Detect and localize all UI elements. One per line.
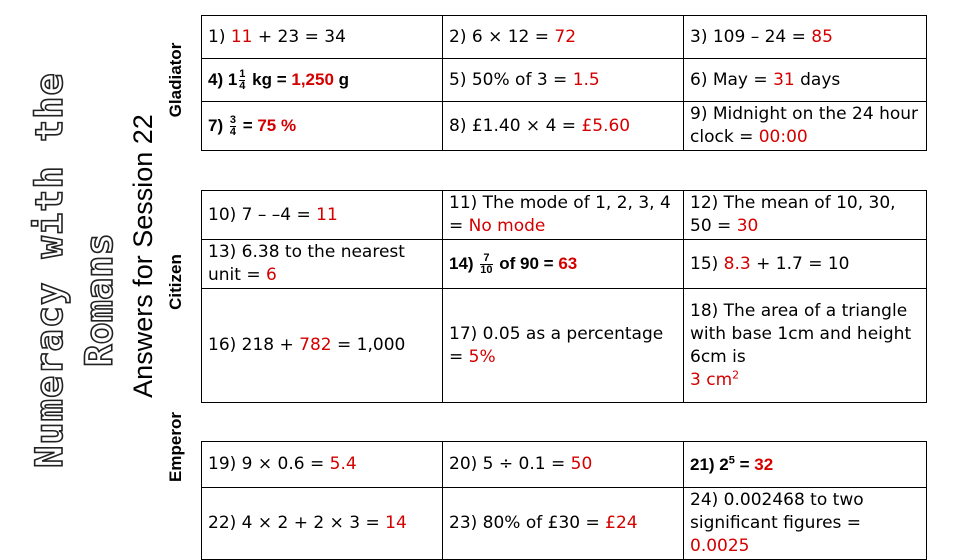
question-24: 24) 0.002468 to two significant figures = 0.0025 bbox=[684, 488, 927, 560]
question-23: 23) 80% of £30 = £24 bbox=[443, 488, 684, 560]
level-label-gladiator: Gladiator bbox=[166, 42, 185, 118]
question-4: 4) 1 $\frac{1}{4}$ kg = 1,250 g bbox=[202, 59, 443, 102]
question-1: 1) 11 + 23 = 34 bbox=[202, 16, 443, 59]
session-subtitle: Answers for Session 22 bbox=[128, 114, 158, 398]
level-label-citizen: Citizen bbox=[166, 254, 185, 310]
question-8: 8) £1.40 × 4 = £5.60 bbox=[443, 102, 684, 151]
question-20: 20) 5 ÷ 0.1 = 50 bbox=[443, 442, 684, 488]
question-3: 3) 109 – 24 = 85 bbox=[684, 16, 927, 59]
question-12: 12) The mean of 10, 30, 50 = 30 bbox=[684, 191, 927, 240]
citizen-table bbox=[201, 190, 927, 403]
fraction: $\frac{7}{10}$ bbox=[480, 252, 493, 276]
question-5: 5) 50% of 3 = 1.5 bbox=[443, 59, 684, 102]
question-2: 2) 6 × 12 = 72 bbox=[443, 16, 684, 59]
question-9: 9) Midnight on the 24 hour clock = 00:00 bbox=[684, 102, 927, 151]
question-6: 6) May = 31 days bbox=[684, 59, 927, 102]
question-16: 16) 218 + 782 = 1,000 bbox=[202, 289, 443, 403]
question-19: 19) 9 × 0.6 = 5.4 bbox=[202, 442, 443, 488]
title-line-1: Numeracy with the bbox=[28, 72, 71, 468]
fraction: $\frac{3}{4}$ bbox=[229, 114, 236, 138]
question-21: 21) $2^5 = 32$ bbox=[684, 442, 927, 488]
fraction: $\frac{1}{4}$ bbox=[239, 68, 246, 92]
question-13: 13) 6.38 to the nearest unit = 6 bbox=[202, 240, 443, 289]
question-17: 17) 0.05 as a percentage = 5% bbox=[443, 289, 684, 403]
question-18: 18) The area of a triangle with base 1cm and height 6cm is 3 $cm^2$ bbox=[684, 289, 927, 403]
question-14: 14) $\frac{7}{10}$ of 90 = 63 bbox=[443, 240, 684, 289]
question-22: 22) 4 × 2 + 2 × 3 = 14 bbox=[202, 488, 443, 560]
title-line-2: Romans bbox=[78, 233, 121, 367]
question-11: 11) The mode of 1, 2, 3, 4 = No mode bbox=[443, 191, 684, 240]
emperor-table bbox=[201, 441, 927, 560]
question-7: 7) $\frac{3}{4}$ = 75 % bbox=[202, 102, 443, 151]
level-label-emperor: Emperor bbox=[166, 412, 185, 482]
question-10: 10) 7 – –4 = 11 bbox=[202, 191, 443, 240]
gladiator-table bbox=[201, 15, 927, 151]
question-15: 15) 8.3 + 1.7 = 10 bbox=[684, 240, 927, 289]
